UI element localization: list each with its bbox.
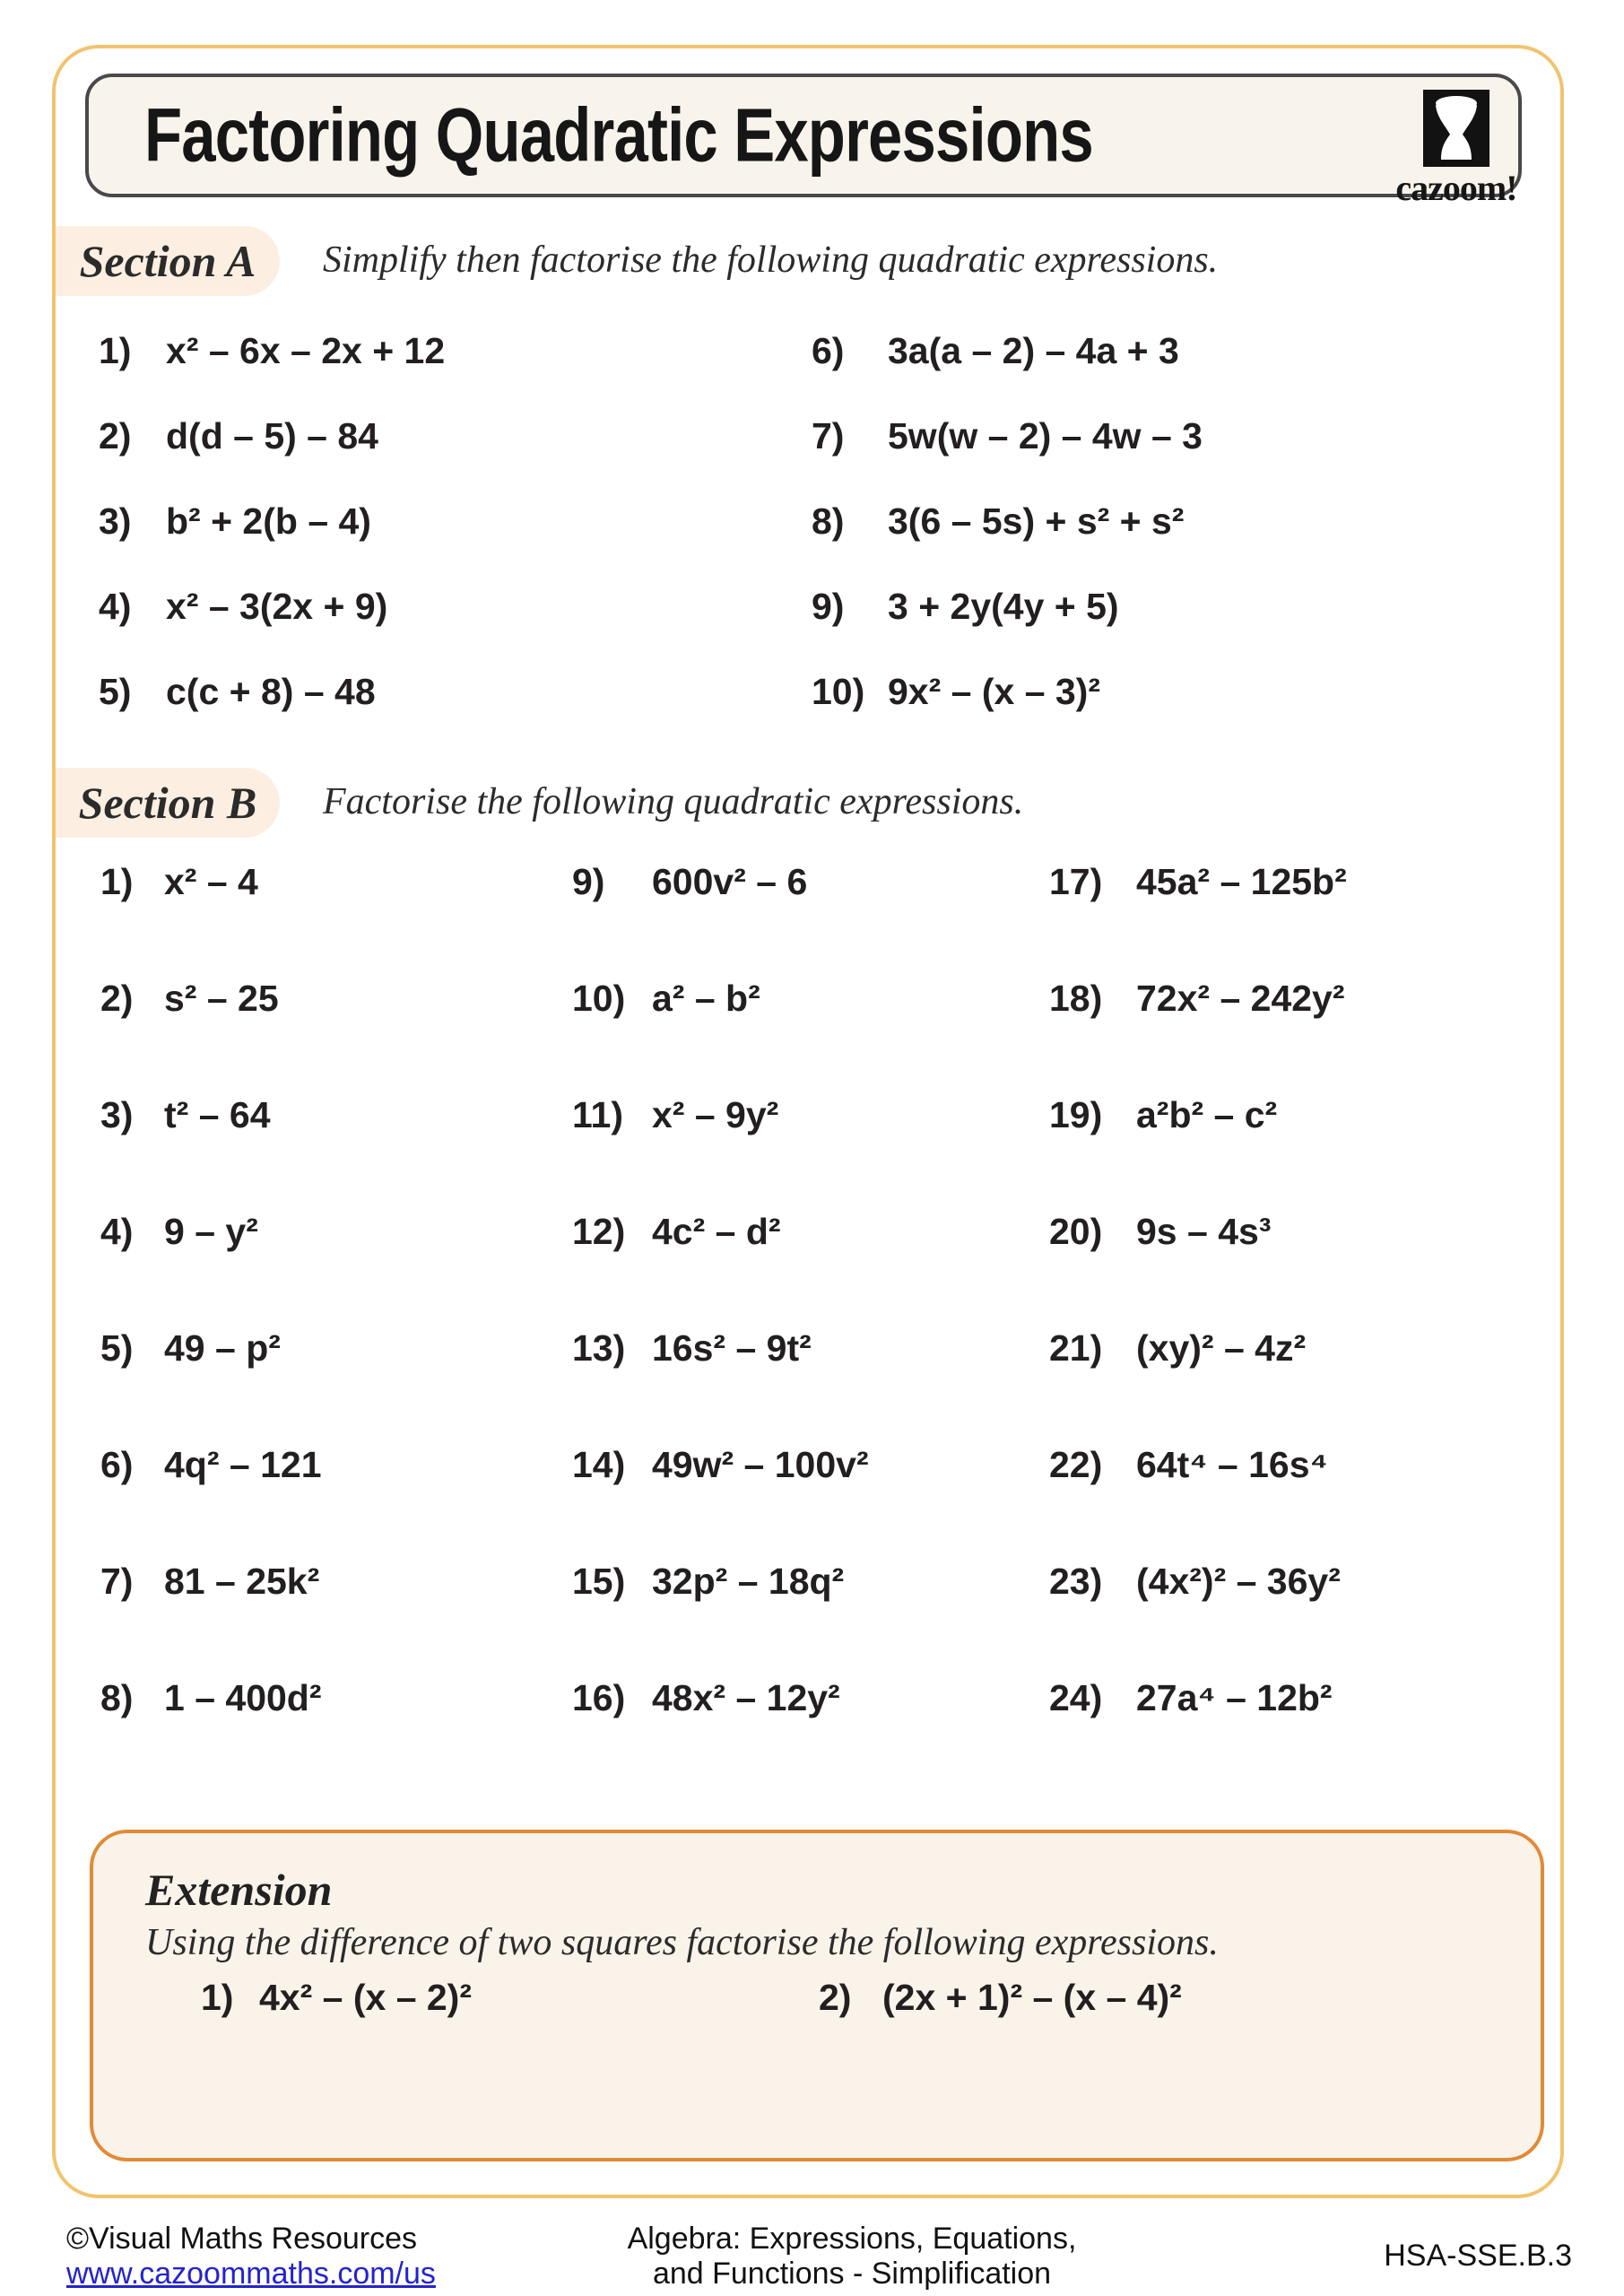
problem-expression: 81 – 25k² xyxy=(164,1561,320,1602)
problem-number: 2) xyxy=(819,1977,852,2018)
problem xyxy=(99,500,445,586)
problem-expression: 4c² – d² xyxy=(652,1211,781,1252)
problem xyxy=(99,671,445,756)
section-a-label: Section A xyxy=(56,226,280,296)
problem xyxy=(1049,1327,1347,1444)
problem-number: 6) xyxy=(812,330,845,371)
problem-expression: (xy)² – 4z² xyxy=(1136,1327,1307,1369)
problem xyxy=(100,1444,322,1561)
problem xyxy=(1049,1094,1347,1211)
problem-number: 2) xyxy=(99,415,132,457)
problem-number: 9) xyxy=(812,586,845,627)
problem-expression: 4x² – (x – 2)² xyxy=(259,1977,472,2018)
problem xyxy=(572,1561,869,1677)
problem-expression: a² – b² xyxy=(652,978,760,1019)
section-b-instruction: Factorise the following quadratic expressions. xyxy=(323,781,1024,822)
problem-number: 8) xyxy=(812,500,845,542)
problem-number: 24) xyxy=(1049,1677,1103,1718)
section-b-column-2 xyxy=(572,861,869,1794)
problem xyxy=(572,1677,869,1794)
footer-copyright: ©Visual Maths Resources xyxy=(66,2222,418,2256)
section-a-instruction: Simplify then factorise the following quadratic expressions. xyxy=(323,239,1219,281)
problem-number: 17) xyxy=(1049,861,1103,902)
problem-number: 4) xyxy=(99,586,132,627)
problem-expression: 3 + 2y(4y + 5) xyxy=(888,586,1119,627)
logo-wordmark: cazoom! xyxy=(1395,168,1517,208)
problem xyxy=(99,586,445,671)
problem-expression: (2x + 1)² – (x – 4)² xyxy=(882,1977,1182,2018)
section-a-column-1 xyxy=(99,330,445,756)
problem-number: 1) xyxy=(99,330,132,371)
problem xyxy=(812,586,1203,671)
problem-number: 22) xyxy=(1049,1444,1103,1485)
problem xyxy=(812,671,1203,756)
cazoom-logo xyxy=(1380,90,1533,209)
problem-number: 13) xyxy=(572,1327,626,1369)
problem xyxy=(1049,1561,1347,1677)
problem-expression: x² – 4 xyxy=(164,861,258,902)
problem-expression: c(c + 8) – 48 xyxy=(166,671,376,712)
problem-number: 5) xyxy=(99,671,132,712)
problem-expression: 5w(w – 2) – 4w – 3 xyxy=(888,415,1203,457)
problem-expression: x² – 9y² xyxy=(652,1094,779,1135)
extension-instruction: Using the difference of two squares factorise the following expressions. xyxy=(145,1922,1219,1963)
problem-number: 6) xyxy=(100,1444,134,1485)
problem-expression: 27a⁴ – 12b² xyxy=(1136,1677,1333,1718)
problem-expression: 4q² – 121 xyxy=(164,1444,322,1485)
problem-number: 19) xyxy=(1049,1094,1103,1135)
problem xyxy=(100,1094,322,1211)
footer-category-line2: and Functions - Simplification xyxy=(652,2257,1052,2291)
problem-number: 8) xyxy=(100,1677,134,1718)
problem xyxy=(819,1977,1182,2019)
footer-category-line1: Algebra: Expressions, Equations, xyxy=(627,2222,1077,2256)
problem xyxy=(812,415,1203,500)
problem xyxy=(572,1327,869,1444)
problem xyxy=(572,1094,869,1211)
problem-expression: 9 – y² xyxy=(164,1211,258,1252)
problem xyxy=(1049,1677,1347,1794)
problem xyxy=(100,1327,322,1444)
problem-expression: 48x² – 12y² xyxy=(652,1677,840,1718)
problem-number: 2) xyxy=(100,978,134,1019)
problem-expression: 9x² – (x – 3)² xyxy=(888,671,1100,712)
section-b-column-1 xyxy=(100,861,322,1794)
problem-number: 9) xyxy=(572,861,605,902)
problem-number: 4) xyxy=(100,1211,134,1252)
problem xyxy=(1049,978,1347,1094)
problem-number: 18) xyxy=(1049,978,1103,1019)
problem xyxy=(100,978,322,1094)
problem-expression: 3a(a – 2) – 4a + 3 xyxy=(888,330,1179,371)
problem-expression: d(d – 5) – 84 xyxy=(166,415,378,457)
problem-number: 16) xyxy=(572,1677,626,1718)
problem-number: 14) xyxy=(572,1444,626,1485)
problem-expression: 16s² – 9t² xyxy=(652,1327,812,1369)
problem-number: 10) xyxy=(572,978,626,1019)
footer-category xyxy=(574,2222,1130,2292)
problem xyxy=(1049,1211,1347,1327)
extension-title: Extension xyxy=(145,1865,333,1915)
problem-expression: 72x² – 242y² xyxy=(1136,978,1345,1019)
problem-number: 3) xyxy=(100,1094,134,1135)
extension-panel xyxy=(90,1830,1544,2161)
problem-number: 21) xyxy=(1049,1327,1103,1369)
page-title: Factoring Quadratic Expressions xyxy=(144,92,1093,178)
problem xyxy=(812,500,1203,586)
section-b-label: Section B xyxy=(56,768,280,838)
problem-number: 5) xyxy=(100,1327,134,1369)
problem-number: 15) xyxy=(572,1561,626,1602)
problem-expression: 600v² – 6 xyxy=(652,861,808,902)
problem-expression: s² – 25 xyxy=(164,978,279,1019)
problem-expression: x² – 6x – 2x + 12 xyxy=(166,330,446,371)
problem-number: 20) xyxy=(1049,1211,1103,1252)
djembe-drum-icon xyxy=(1423,90,1489,167)
problem-expression: (4x²)² – 36y² xyxy=(1136,1561,1341,1602)
problem xyxy=(201,1977,472,2019)
problem xyxy=(1049,1444,1347,1561)
problem-expression: 9s – 4s³ xyxy=(1136,1211,1272,1252)
problem xyxy=(100,1211,322,1327)
problem-expression: 3(6 – 5s) + s² + s² xyxy=(888,500,1185,542)
problem-expression: 45a² – 125b² xyxy=(1136,861,1347,902)
problem-number: 10) xyxy=(812,671,865,712)
problem xyxy=(99,330,445,415)
problem-expression: 49w² – 100v² xyxy=(652,1444,869,1485)
problem xyxy=(1049,861,1347,978)
problem-number: 1) xyxy=(100,861,134,902)
problem xyxy=(572,978,869,1094)
problem xyxy=(572,1211,869,1327)
problem-number: 11) xyxy=(572,1094,623,1135)
problem xyxy=(100,1561,322,1677)
problem-number: 3) xyxy=(99,500,132,542)
problem-expression: b² + 2(b – 4) xyxy=(166,500,371,542)
problem-number: 7) xyxy=(100,1561,134,1602)
problem-expression: a²b² – c² xyxy=(1136,1094,1278,1135)
problem-number: 23) xyxy=(1049,1561,1103,1602)
problem-expression: 1 – 400d² xyxy=(164,1677,322,1718)
section-b-column-3 xyxy=(1049,861,1347,1794)
problem-expression: 32p² – 18q² xyxy=(652,1561,845,1602)
problem-expression: 64t⁴ – 16s⁴ xyxy=(1136,1444,1328,1485)
problem-number: 7) xyxy=(812,415,845,457)
problem xyxy=(812,330,1203,415)
problem-expression: t² – 64 xyxy=(164,1094,271,1135)
problem-number: 1) xyxy=(201,1977,234,2018)
footer-standard-code: HSA-SSE.B.3 xyxy=(1384,2239,1572,2273)
problem xyxy=(572,861,869,978)
problem xyxy=(99,415,445,500)
section-a-column-2 xyxy=(812,330,1203,756)
problem xyxy=(572,1444,869,1561)
title-panel xyxy=(85,74,1522,208)
problem-number: 12) xyxy=(572,1211,626,1252)
problem xyxy=(100,1677,322,1794)
problem-expression: x² – 3(2x + 9) xyxy=(166,586,388,627)
problem xyxy=(100,861,322,978)
problem-expression: 49 – p² xyxy=(164,1327,281,1369)
footer-website-link[interactable]: www.cazoommaths.com/us xyxy=(66,2257,436,2291)
